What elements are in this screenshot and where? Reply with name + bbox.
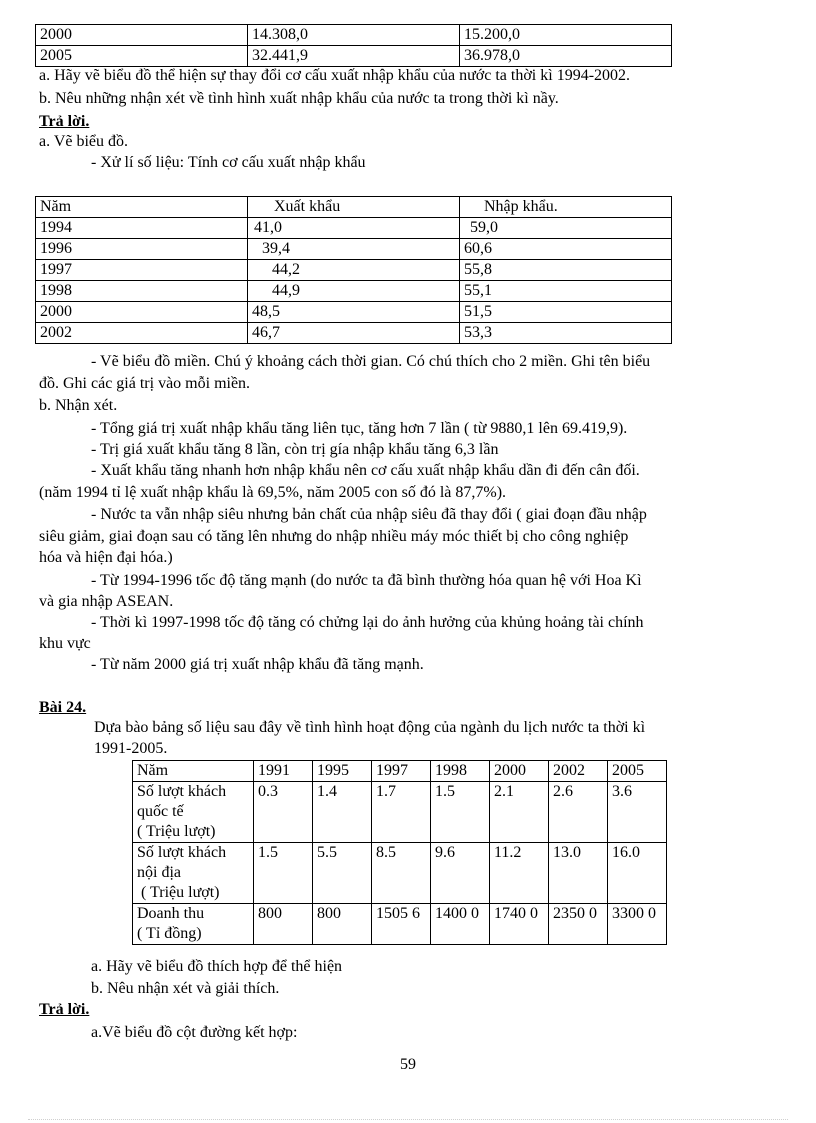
row-label-line: Số lượt khách — [137, 844, 227, 861]
exercise-intro-2: 1991-2005. — [94, 740, 168, 757]
row-label-line: ( Triệu lượt) — [137, 823, 216, 840]
table-cell: 1997 — [36, 260, 248, 281]
table-cell: 41,0 — [248, 218, 460, 239]
table-cell: 9.6 — [431, 843, 490, 904]
import-export-value-table — [35, 24, 672, 67]
remark-line: (năm 1994 tỉ lệ xuất nhập khẩu là 69,5%, năm 2005 con số đó là 87,7%). — [39, 484, 507, 501]
table-cell: 44,2 — [248, 260, 460, 281]
remark-line: - Từ 1994-1996 tốc độ tăng mạnh (do nước ta đã bình thường hóa quan hệ với Hoa Kì — [91, 572, 642, 589]
table-cell: 1740 0 — [490, 904, 549, 945]
row-label-line: Số lượt khách — [137, 783, 227, 800]
table-cell: 48,5 — [248, 302, 460, 323]
header-cell: 1991 — [254, 761, 313, 782]
table-cell: 1994 — [36, 218, 248, 239]
table-row — [36, 281, 672, 302]
table-cell: 39,4 — [248, 239, 460, 260]
page-footer-divider — [28, 1119, 788, 1120]
row-label-line: nội địa — [137, 864, 181, 881]
answer-b-label: b. Nhận xét. — [39, 397, 118, 414]
table-cell: 3300 0 — [608, 904, 667, 945]
row-label-line: quốc tế — [137, 803, 184, 820]
table-row — [133, 843, 667, 904]
header-cell: 1995 — [313, 761, 372, 782]
table-row — [36, 260, 672, 281]
row-label — [133, 843, 254, 904]
table-row — [36, 323, 672, 344]
table-row — [133, 782, 667, 843]
table-cell: 60,6 — [460, 239, 672, 260]
table-cell: 1505 6 — [372, 904, 431, 945]
header-cell: Năm — [133, 761, 254, 782]
table-cell: 3.6 — [608, 782, 667, 843]
row-label — [133, 782, 254, 843]
table-cell: 53,3 — [460, 323, 672, 344]
exercise-question-b: b. Nêu nhận xét và giải thích. — [91, 980, 280, 997]
table-cell: 800 — [313, 904, 372, 945]
table-cell: 1996 — [36, 239, 248, 260]
exercise-question-a: a. Hãy vẽ biểu đồ thích hợp để thể hiện — [91, 958, 343, 975]
header-cell: Nhập khẩu. — [460, 197, 672, 218]
table-header-row — [36, 197, 672, 218]
header-cell: 2000 — [490, 761, 549, 782]
draw-note-line-1: - Vẽ biểu đồ miền. Chú ý khoảng cách thời gian. Có chú thích cho 2 miền. Ghi tên biểu — [91, 353, 651, 370]
table-row — [133, 904, 667, 945]
table-cell: 2350 0 — [549, 904, 608, 945]
header-cell: 2005 — [608, 761, 667, 782]
table-row — [36, 302, 672, 323]
table-row — [36, 218, 672, 239]
question-b: b. Nêu những nhận xét về tình hình xuất nhập khẩu của nước ta trong thời kì nầy. — [39, 90, 559, 107]
exercise-intro-1: Dựa bào bảng số liệu sau đây về tình hình hoạt động của ngành du lịch nước ta thời kì — [94, 719, 646, 736]
table-cell: 32.441,9 — [248, 46, 460, 67]
remark-line: và gia nhập ASEAN. — [39, 593, 174, 610]
row-label-line: ( Triệu lượt) — [137, 884, 220, 901]
table-cell: 0.3 — [254, 782, 313, 843]
table-cell: 2.6 — [549, 782, 608, 843]
table-cell: 2000 — [36, 302, 248, 323]
remark-line: hóa và hiện đại hóa.) — [39, 549, 173, 566]
table-header-row — [133, 761, 667, 782]
table-cell: 1.4 — [313, 782, 372, 843]
header-cell: 1998 — [431, 761, 490, 782]
table-cell: 55,8 — [460, 260, 672, 281]
row-label-line: ( Tỉ đồng) — [137, 925, 202, 942]
table-cell: 51,5 — [460, 302, 672, 323]
table-cell: 11.2 — [490, 843, 549, 904]
remark-line: - Nước ta vẫn nhập siêu nhưng bản chất của nhập siêu đã thay đổi ( giai đoạn đầu nhập — [91, 506, 647, 523]
table-cell: 5.5 — [313, 843, 372, 904]
table-cell: 1.5 — [431, 782, 490, 843]
remark-line: khu vực — [39, 635, 91, 652]
table-cell: 1998 — [36, 281, 248, 302]
header-cell: Xuất khẩu — [248, 197, 460, 218]
table-cell: 2000 — [36, 25, 248, 46]
answer-heading: Trả lời. — [39, 113, 90, 130]
exercise-answer-heading: Trả lời. — [39, 1001, 90, 1018]
table-cell: 1.5 — [254, 843, 313, 904]
table-cell: 2.1 — [490, 782, 549, 843]
remark-line: - Tổng giá trị xuất nhập khẩu tăng liên tục, tăng hơn 7 lần ( từ 9880,1 lên 69.419,9). — [91, 420, 628, 437]
table-cell: 8.5 — [372, 843, 431, 904]
row-label — [133, 904, 254, 945]
header-cell: 2002 — [549, 761, 608, 782]
table-cell: 44,9 — [248, 281, 460, 302]
draw-note-line-2: đồ. Ghi các giá trị vào mỗi miền. — [39, 375, 251, 392]
table-cell: 36.978,0 — [460, 46, 672, 67]
table-cell: 800 — [254, 904, 313, 945]
structure-table — [35, 196, 672, 344]
table-cell: 16.0 — [608, 843, 667, 904]
remark-line: - Trị giá xuất khẩu tăng 8 lần, còn trị gía nhập khẩu tăng 6,3 lần — [91, 441, 499, 458]
table-cell: 2002 — [36, 323, 248, 344]
table-cell: 2005 — [36, 46, 248, 67]
answer-a-label: a. Vẽ biểu đồ. — [39, 133, 129, 150]
page-number: 59 — [400, 1056, 416, 1073]
remark-line: siêu giảm, giai đoạn sau có tăng lên nhưng do nhập nhiều máy móc thiết bị cho công nghiệp — [39, 528, 629, 545]
table-row — [36, 25, 672, 46]
table-cell: 59,0 — [460, 218, 672, 239]
header-cell: Năm — [36, 197, 248, 218]
table-cell: 13.0 — [549, 843, 608, 904]
exercise-title: Bài 24. — [39, 699, 87, 716]
table-cell: 1400 0 — [431, 904, 490, 945]
tourism-table — [132, 760, 667, 945]
exercise-answer-a: a.Vẽ biểu đồ cột đường kết hợp: — [91, 1024, 298, 1041]
process-data-note: - Xử lí số liệu: Tính cơ cấu xuất nhập khẩu — [91, 154, 366, 171]
table-cell: 15.200,0 — [460, 25, 672, 46]
table-cell: 55,1 — [460, 281, 672, 302]
remark-line: - Xuất khẩu tăng nhanh hơn nhập khẩu nên cơ cấu xuất nhập khẩu dần đi đến cân đối. — [91, 462, 640, 479]
table-cell: 1.7 — [372, 782, 431, 843]
table-row — [36, 239, 672, 260]
remark-line: - Từ năm 2000 giá trị xuất nhập khẩu đã tăng mạnh. — [91, 656, 424, 673]
question-a: a. Hãy vẽ biểu đồ thể hiện sự thay đổi cơ cấu xuất nhập khẩu của nước ta thời kì 1994-2002. — [39, 67, 631, 84]
remark-line: - Thời kì 1997-1998 tốc độ tăng có chửng lại do ảnh hưởng của khủng hoảng tài chính — [91, 614, 644, 631]
row-label-line: Doanh thu — [137, 905, 205, 922]
table-cell: 46,7 — [248, 323, 460, 344]
table-row — [36, 46, 672, 67]
table-cell: 14.308,0 — [248, 25, 460, 46]
header-cell: 1997 — [372, 761, 431, 782]
